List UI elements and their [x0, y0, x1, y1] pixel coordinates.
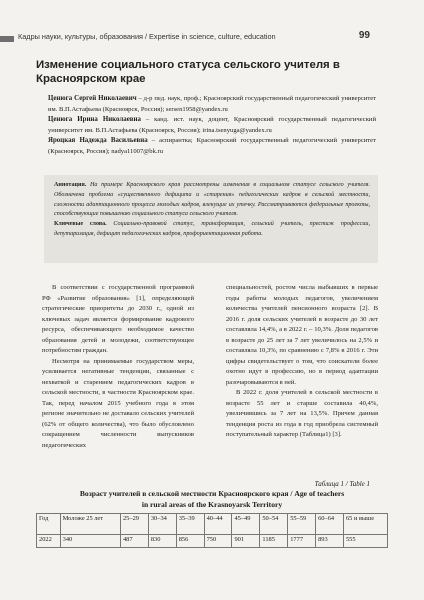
table-cell: 856	[176, 535, 204, 548]
table-header-cell: 30–34	[148, 514, 176, 535]
keywords-label: Ключевые слова.	[54, 221, 107, 228]
author-name: Ценюга Сергей Николаевич	[48, 95, 137, 102]
body-paragraph: Несмотря на принимаемые государством меры, усиливается негативные тенденции, связанные с нехваткой и старением педагогических кадров в сельской местности, в частности Красноярском крае. Так, перед началом 2015 учебного года в этом регионе значительно не доставало сельских учителей (62% от общего количества), что было обусловлено сокращением численности выпускников педагогических	[42, 357, 194, 449]
table-row	[37, 535, 388, 548]
table-cell: 340	[60, 535, 120, 548]
table-header-cell: 40–44	[204, 514, 232, 535]
author-affiliation: – аспирантка; Красноярский государственный педагогический университет (Красноярск, Россия); nadya11007@bk.ru	[48, 137, 376, 155]
age-table	[36, 513, 388, 548]
journal-name: Кадры науки, культуры, образования / Expertise in science, culture, education	[18, 32, 276, 41]
running-header	[0, 30, 424, 50]
body-paragraph: В соответствии с государственной программой РФ «Развитие образования» [1], определяющей стратегические приоритеты до 2030 г., одной из ключевых задач является формирование кадрового ресурса, обеспечивающего необходимое качество образования детей и молодежи, соответствующее потребностям граждан.	[42, 284, 194, 354]
table-cell: 487	[120, 535, 148, 548]
author-affiliation: – д-р пед. наук, проф.; Красноярский государственный педагогический университет им. В.П.Астафьева (Красноярск, Россия); sersen1958@yandex.ru	[48, 95, 377, 113]
table-title	[40, 489, 384, 510]
author-list	[48, 94, 376, 158]
abstract-block	[54, 181, 370, 240]
table-header-cell: Моложе 25 лет	[60, 514, 120, 535]
table-header-cell: 50–54	[260, 514, 288, 535]
table-header-cell: 60–64	[316, 514, 344, 535]
keywords-text: Социально-правовой статус, трансформация, сельский учитель, престиж профессии, депутаризация, дефицит педагогических кадров, профориентационная работа.	[54, 221, 371, 237]
body-column-right	[226, 283, 378, 441]
article-title: Изменение социального статуса сельского учителя в Красноярском крае	[36, 59, 340, 85]
table-title-line: Возраст учителей в сельской местности Красноярского края / Age of teachers	[79, 489, 345, 498]
table-cell: 1185	[260, 535, 288, 548]
abstract-label: Аннотация.	[54, 182, 87, 188]
table-cell: 901	[232, 535, 260, 548]
body-paragraph: В 2022 г. доля учителей в сельской местности в возрасте 55 лет и старше составила 40,4%, увеличившись за 7 лет на 13,5%. Причем данная тенденция роста из года в год приобрела системный поступательный характер (Таблица1) [3].	[226, 389, 378, 438]
body-column-left	[42, 283, 194, 451]
table-header-cell: 55–59	[288, 514, 316, 535]
table-cell: 893	[316, 535, 344, 548]
table-label: Таблица 1 / Table 1	[314, 480, 370, 488]
author-name: Яроцкая Надежда Васильевна	[48, 137, 148, 145]
table-header-cell: 35–39	[176, 514, 204, 535]
author-entry	[48, 136, 376, 157]
keywords-paragraph	[54, 220, 370, 240]
abstract-paragraph	[54, 181, 370, 220]
table-cell: 555	[343, 535, 387, 548]
author-affiliation: – канд. ист. наук, доцент, Красноярский государственный педагогический университет им. В.П.Астафьева (Красноярск, Россия); irina.tsenyuga@yandex.ru	[48, 116, 376, 134]
table-cell: 830	[148, 535, 176, 548]
table-cell: 1777	[288, 535, 316, 548]
page-number: 99	[358, 30, 370, 41]
table-header-cell: 25–29	[120, 514, 148, 535]
table-header-cell: Год	[37, 514, 61, 535]
table-cell: 750	[204, 535, 232, 548]
table-cell: 2022	[37, 535, 61, 548]
table-title-line: in rural areas of the Krasnoyarsk Territory	[141, 499, 283, 509]
author-entry	[48, 94, 376, 115]
table-header-row	[37, 514, 388, 535]
header-bar-mark	[0, 36, 14, 42]
abstract-text: На примере Красноярского края рассмотрены изменения в социальном статусе сельского учителя. Обозначена проблема «существенного дефицита и «старения» педагогических кадров в сельской местности, сложности адаптационного процесса молодых кадров, влекущие их утечку. Рассматриваются федеральные проекты, способствующие повышению социального статуса сельского учителя.	[54, 182, 370, 218]
table-header-cell: 45–49	[232, 514, 260, 535]
author-name: Ценюга Ирина Николаевна	[48, 116, 141, 124]
table-header-cell: 65 и выше	[343, 514, 387, 535]
body-paragraph: специальностей, ростом числа выбывших в первые годы работы молодых педагогов, увеличением количества учителей пенсионного возраста [2]. В 2016 г. доля сельских учителей в возрасте до 30 лет составляла 14,4%, а в 2022 г. – 10,3%. Доля педагогов в возрасте до 25 лет за 7 лет увеличилось на 2,5% и составляла 10,3%, по сравнению с 7,8% в 2016 г. Эти цифры свидетельствует о том, что соискатели более охотно идут в профессию, но в период адаптации разочаровываются в ней.	[226, 284, 378, 386]
author-entry	[48, 115, 376, 136]
